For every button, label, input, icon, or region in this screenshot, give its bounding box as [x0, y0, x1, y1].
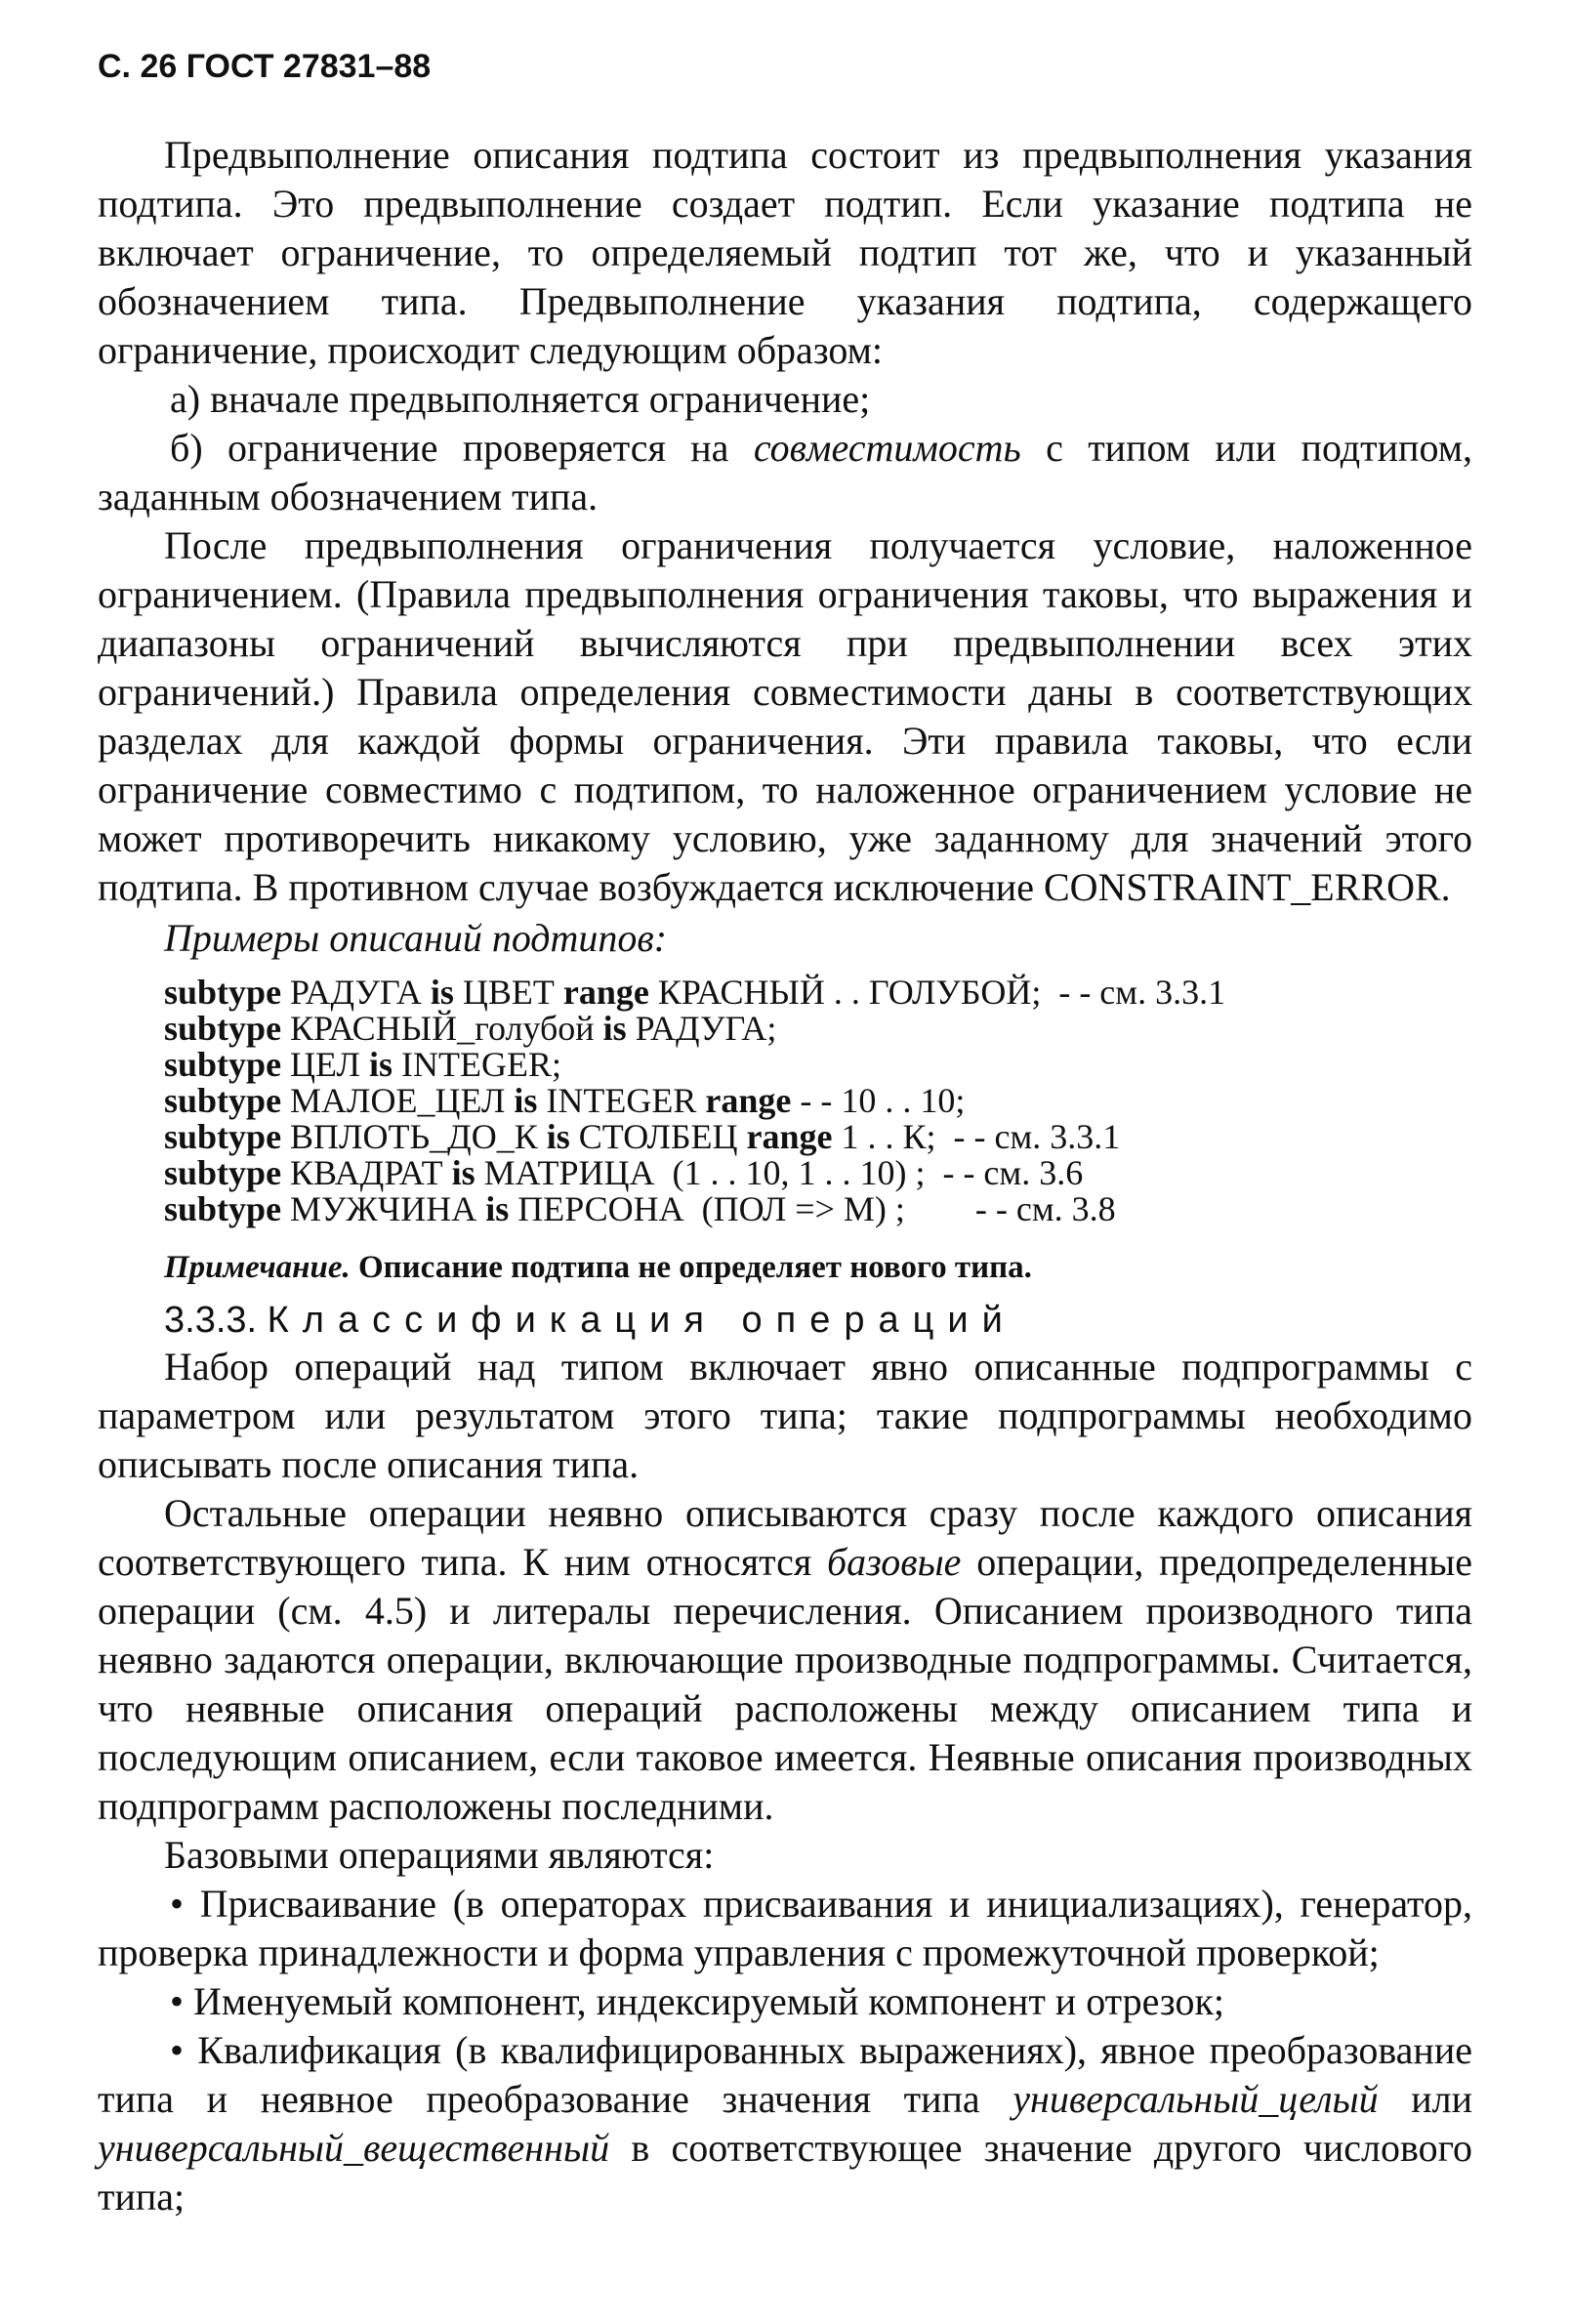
paragraph-subtype-elaboration: Предвыполнение описания подтипа состоит из предвыполнения указания подтипа. Это предвыполнение создает подтип. Если указание подтипа не включает ограничение, то определяемый подтип тот же, что и указанный обозначением типа. Предвыполнение указания подтипа, содержащего ограничение, происходит следующим образом: [98, 133, 1472, 372]
code-line: subtype МУЖЧИНА is ПЕРСОНА (ПОЛ => М) ; - - см. 3.8 [164, 1189, 1116, 1228]
term-basic: базовые [827, 1540, 962, 1584]
code-line: subtype КВАДРАТ is МАТРИЦА (1 . . 10, 1 . . 10) ; - - см. 3.6 [164, 1153, 1084, 1192]
bullet-qualification: • Квалификация (в квалифицированных выражениях), явное преобразование типа и неявное преобразование значения типа универсальный_целый или универсальный_вещественный в соответствующее значение другого числового типа; [98, 2028, 1472, 2219]
note-text: Описание подтипа не определяет нового типа. [350, 1250, 1032, 1285]
document-page [98, 47, 1472, 2221]
bullet-assignment: • Присваивание (в операторах присваивания и инициализациях), генератор, проверка принадлежности и форма управления с промежуточной проверкой; [98, 1882, 1472, 1974]
term-compatibility: совместимость [753, 426, 1021, 470]
term-universal-integer: универсальный_целый [1012, 2077, 1379, 2121]
paragraph-operation-set: Набор операций над типом включает явно описанные подпрограммы с параметром или результатом этого типа; такие подпрограммы необходимо описывать после описания типа. [98, 1345, 1472, 1486]
paragraph-implicit-operations: Остальные операции неявно описываются сразу после каждого описания соответствующего типа. К ним относятся базовые операции, предопределенные операции (см. 4.5) и литералы перечисления. Описанием производного типа неявно задаются операции, включающие производные подпрограммы. Считается, что неявные описания операций расположены между описанием типа и последующим описанием, если таковое имеется. Неявные описания производных подпрограмм расположены последними. [98, 1491, 1472, 1828]
code-line: subtype КРАСНЫЙ_голубой is РАДУГА; [164, 1009, 777, 1048]
code-line: subtype ВПЛОТЬ_ДО_К is СТОЛБЕЦ range 1 . . К; - - см. 3.3.1 [164, 1117, 1121, 1156]
section-heading [98, 1298, 1472, 1343]
section-title: Классификация операций [267, 1300, 1016, 1341]
code-line: subtype ЦЕЛ is INTEGER; [164, 1045, 561, 1084]
examples-title: Примеры описаний подтипов: [164, 916, 668, 960]
code-examples [98, 975, 1472, 1227]
paragraph-constraint-condition: После предвыполнения ограничения получается условие, наложенное ограничением. (Правила предвыполнения ограничения таковы, что выражения и диапазоны ограничений вычисляются при предвыполнении всех этих ограничений.) Правила определения совместимости даны в соответствующих разделах для каждой формы ограничения. Эти правила таковы, что если ограничение совместимо с подтипом, то наложенное ограничением условие не может противоречить никакому условию, уже заданному для значений этого подтипа. В противном случае возбуждается исключение CONSTRAINT_ERROR. [98, 523, 1472, 909]
code-line: subtype РАДУГА is ЦВЕТ range КРАСНЫЙ . . ГОЛУБОЙ; - - см. 3.3.1 [164, 973, 1226, 1012]
code-line: subtype МАЛОЕ_ЦЕЛ is INTEGER range - - 10 . . 10; [164, 1081, 966, 1120]
list-item-b: б) ограничение проверяется на совместимость с типом или подтипом, заданным обозначением типа. [98, 426, 1472, 519]
section-number: 3.3.3. [164, 1300, 258, 1341]
note [98, 1249, 1472, 1286]
term-universal-real: универсальный_вещественный [98, 2126, 610, 2170]
note-label: Примечание. [164, 1250, 351, 1285]
page-header: С. 26 ГОСТ 27831–88 [98, 48, 432, 85]
bullet-component: • Именуемый компонент, индексируемый компонент и отрезок; [170, 1979, 1224, 2023]
paragraph-basic-operations-intro: Базовыми операциями являются: [164, 1833, 715, 1877]
list-item-a: а) вначале предвыполняется ограничение; [170, 377, 871, 421]
